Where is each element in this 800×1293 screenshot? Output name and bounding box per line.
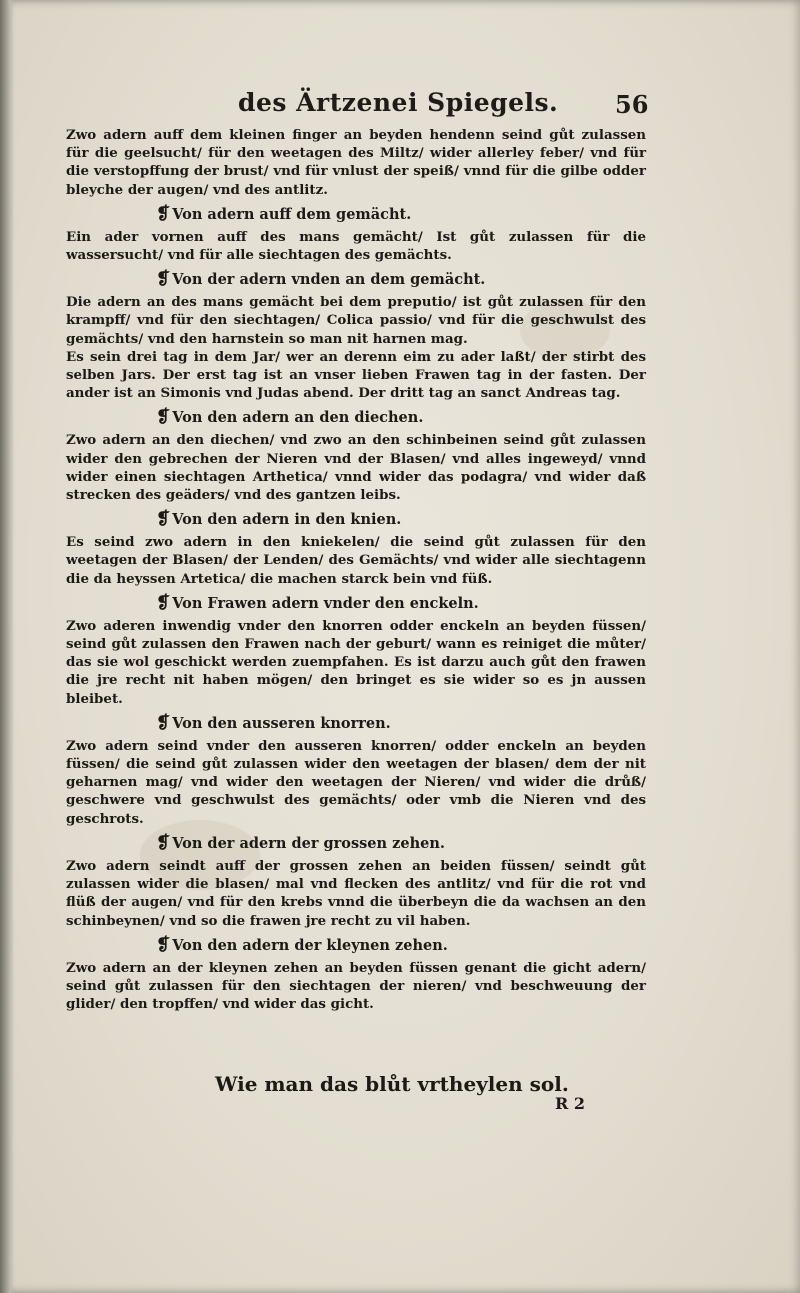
section-heading <box>156 832 646 855</box>
body-paragraph: Zwo aderen inwendig vnder den knorren odder enckeln an beyden füssen/ seind gůt zulassen den Frawen nach der geburt/ wann es reiniget die můter/ das sie wol geschickt werden zuempfahen. Es ist darzu auch gůt den frawen die jre recht nit haben mögen/ den bringet es sie wider so es jn aussen bleibet. <box>66 617 646 707</box>
body-paragraph: Ein ader vornen auff des mans gemächt/ Ist gůt zulassen für die wassersucht/ vnd für alle siechtagen des gemächts. <box>66 228 646 264</box>
section-heading <box>156 712 646 735</box>
section-heading <box>156 268 646 291</box>
running-title: des Ärtzenei Spiegels. <box>238 88 559 117</box>
body-paragraph: Zwo adern an den diechen/ vnd zwo an den schinbeinen seind gůt zulassen wider den gebrechen der Nieren vnd der Blasen/ vnd alles ingeweyd/ vnnd wider einen siechtagen Arthetica/ vnnd wider das podagra/ vnd wider daß strecken des geäders/ vnd des gantzen leibs. <box>66 432 646 504</box>
section-heading-text: Von den adern der kleynen zehen. <box>172 936 448 954</box>
signature-mark: R 2 <box>555 1094 585 1113</box>
section-heading-text: Von der adern vnden an dem gemächt. <box>172 271 486 289</box>
body-paragraph: Zwo adern auff dem kleinen finger an beyden hendenn seind gůt zulassen für die geelsucht/ für den weetagen des Miltz/ wider allerley feber/ vnd für die verstopffung der brust/ vnd für vnlust der speiß/ vnnd für die gilbe odder bleyche der augen/ vnd des antlitz. <box>66 127 646 198</box>
section-heading <box>156 203 646 226</box>
folio-number: 56 <box>615 90 649 119</box>
section-heading-text: Von den adern in den knien. <box>172 511 402 529</box>
section-heading <box>156 934 646 957</box>
paragraph-mark-icon: ❡ <box>156 509 171 530</box>
body-paragraph: Die adern an des mans gemächt bei dem preputio/ ist gůt zulassen für den krampff/ vnd für den siechtagen/ Colica passio/ vnd für die geschwulst des gemächts/ vnd den harnstein so man nit harnen mag. <box>66 294 646 347</box>
paragraph-mark-icon: ❡ <box>156 832 171 853</box>
page-header <box>0 88 800 124</box>
catchword-title: Wie man das blůt vrtheylen sol. <box>215 1072 569 1096</box>
body-paragraph: Zwo adern an der kleynen zehen an beyden füssen genant die gicht adern/ seind gůt zulassen für den siechtagen der nieren/ vnd beschweuung der glider/ den tropffen/ vnd wider das gicht. <box>66 959 646 1013</box>
section-heading <box>156 508 646 531</box>
page-gutter-shadow <box>0 0 14 1293</box>
section-heading <box>156 592 646 615</box>
paragraph-mark-icon: ❡ <box>156 592 171 613</box>
paragraph-mark-icon: ❡ <box>156 407 171 428</box>
section-heading-text: Von Frawen adern vnder den enckeln. <box>172 594 479 612</box>
section-heading-text: Von adern auff dem gemächt. <box>172 205 412 223</box>
section-heading-text: Von den adern an den diechen. <box>172 409 424 427</box>
body-paragraph: Zwo adern seind vnder den ausseren knorren/ odder enckeln an beyden füssen/ die seind gůt zulassen wider den weetagen der blasen/ dem der nit geharnen mag/ vnd wider den weetagen der Nieren/ vnd wider die drůß/ geschwere vnd geschwulst des gemächts/ oder vmb die Nieren vnd des geschrots. <box>66 737 646 827</box>
body-paragraph: Zwo adern seindt auff der grossen zehen an beiden füssen/ seindt gůt zulassen wider die blasen/ mal vnd flecken des antlitz/ vnd für die rot vnd flüß der augen/ vnd für den krebs vnnd die überbeyn die da wachsen an den schinbeynen/ vnd so die frawen jre recht zu vil haben. <box>66 857 646 929</box>
paragraph-mark-icon: ❡ <box>156 269 171 290</box>
body-paragraph: Es sein drei tag in dem Jar/ wer an derenn eim zu ader laßt/ der stirbt des selben Jars. Der erst tag ist an vnser lieben Frawen tag in der fasten. Der ander ist an Simonis vnd Judas abend. Der dritt tag an sanct Andreas tag. <box>66 348 646 402</box>
paragraph-mark-icon: ❡ <box>156 934 171 955</box>
paragraph-mark-icon: ❡ <box>156 712 171 733</box>
body-paragraph: Es seind zwo adern in den kniekelen/ die seind gůt zulassen für den weetagen der Blasen/ der Lenden/ des Gemächts/ vnd wider alle siechtagenn die da heyssen Artetica/ die machen starck bein vnd füß. <box>66 534 646 587</box>
section-heading-text: Von der adern der grossen zehen. <box>172 834 445 852</box>
section-heading-text: Von den ausseren knorren. <box>172 714 391 732</box>
paragraph-mark-icon: ❡ <box>156 203 171 224</box>
section-heading <box>156 406 646 429</box>
text-body <box>66 126 646 1013</box>
